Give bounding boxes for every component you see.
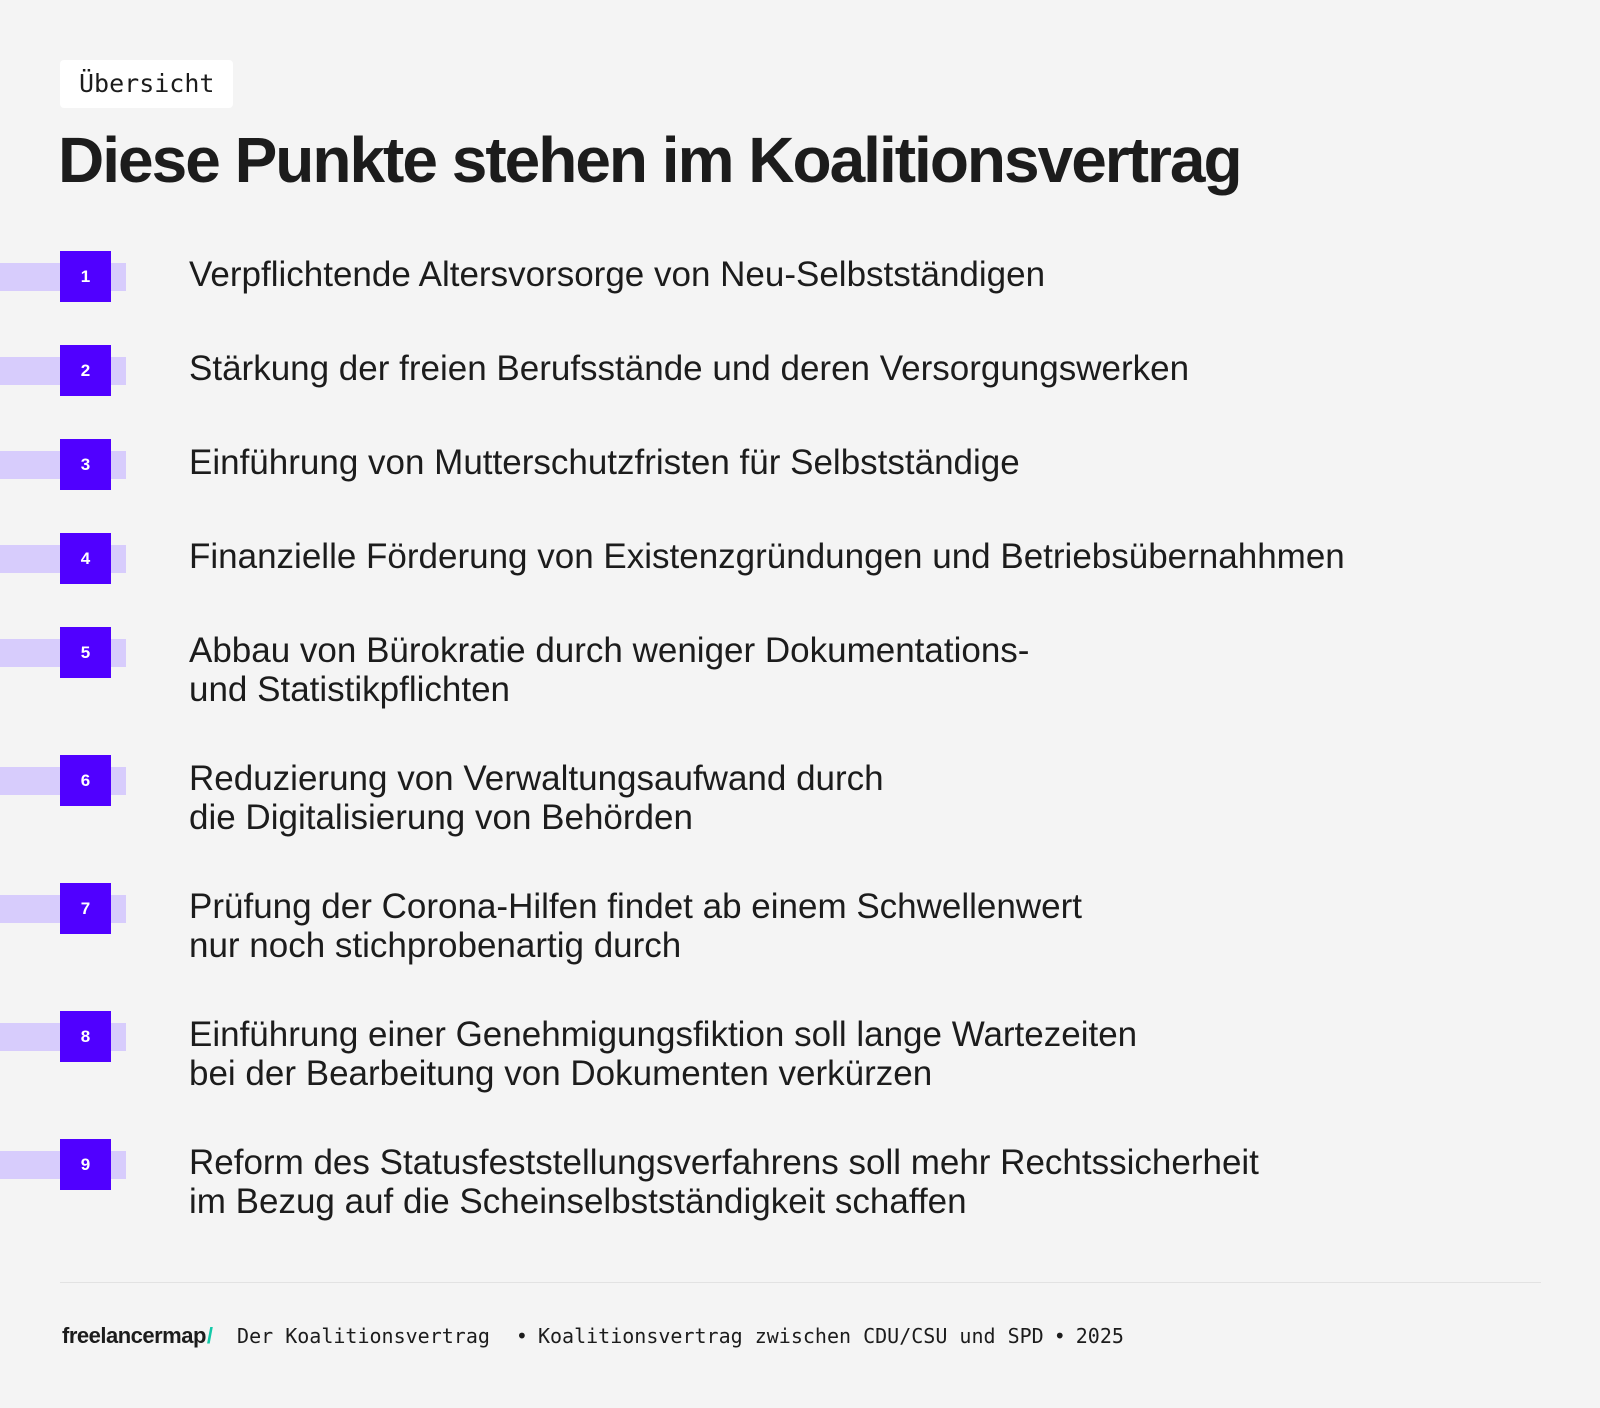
item-text [189, 1015, 1569, 1093]
footer-document-title: Der Koalitionsvertrag [237, 1324, 490, 1348]
item-text-line: Abbau von Bürokratie durch weniger Dokumentations- [189, 631, 1030, 670]
item-text [189, 349, 1569, 388]
item-text [189, 255, 1569, 294]
item-text [189, 759, 1569, 837]
item-text [189, 443, 1569, 482]
footer [62, 1320, 1124, 1352]
item-text-line: im Bezug auf die Scheinselbstständigkeit schaffen [189, 1182, 967, 1221]
brand-slash: / [206, 1323, 214, 1348]
item-text-line: Reduzierung von Verwaltungsaufwand durch [189, 759, 884, 798]
brand-logo: freelancermap [62, 1323, 206, 1348]
item-number-badge: 7 [60, 883, 111, 934]
item-text [189, 537, 1569, 576]
item-number-badge: 9 [60, 1139, 111, 1190]
item-text-line: Prüfung der Corona-Hilfen findet ab einem Schwellenwert [189, 887, 1082, 926]
section-tag: Übersicht [60, 60, 233, 108]
item-text [189, 631, 1569, 709]
item-number-badge: 4 [60, 533, 111, 584]
item-text-line: Stärkung der freien Berufsstände und deren Versorgungswerken [189, 349, 1190, 388]
item-number-badge: 1 [60, 251, 111, 302]
footer-divider [60, 1282, 1541, 1283]
item-text-line: die Digitalisierung von Behörden [189, 798, 693, 837]
item-text-line: und Statistikpflichten [189, 670, 511, 709]
footer-separator: • [1053, 1324, 1066, 1348]
item-text-line: nur noch stichprobenartig durch [189, 926, 682, 965]
item-number-badge: 5 [60, 627, 111, 678]
item-text-line: bei der Bearbeitung von Dokumenten verkürzen [189, 1054, 933, 1093]
item-text-line: Einführung von Mutterschutzfristen für Selbstständige [189, 443, 1020, 482]
footer-separator: • [515, 1324, 528, 1348]
item-text-line: Reform des Statusfeststellungsverfahrens soll mehr Rechtssicherheit [189, 1143, 1259, 1182]
item-text-line: Einführung einer Genehmigungsfiktion soll lange Wartezeiten [189, 1015, 1138, 1054]
footer-year: 2025 [1075, 1324, 1124, 1348]
item-number-badge: 8 [60, 1011, 111, 1062]
page-title: Diese Punkte stehen im Koalitionsvertrag [58, 124, 1241, 196]
item-number-badge: 3 [60, 439, 111, 490]
item-number-badge: 2 [60, 345, 111, 396]
item-text-line: Verpflichtende Altersvorsorge von Neu-Selbstständigen [189, 255, 1046, 294]
item-text [189, 887, 1569, 965]
item-text-line: Finanzielle Förderung von Existenzgründungen und Betriebsübernahhmen [189, 537, 1345, 576]
item-text [189, 1143, 1569, 1221]
item-number-badge: 6 [60, 755, 111, 806]
footer-source: Koalitionsvertrag zwischen CDU/CSU und SPD [537, 1324, 1044, 1348]
